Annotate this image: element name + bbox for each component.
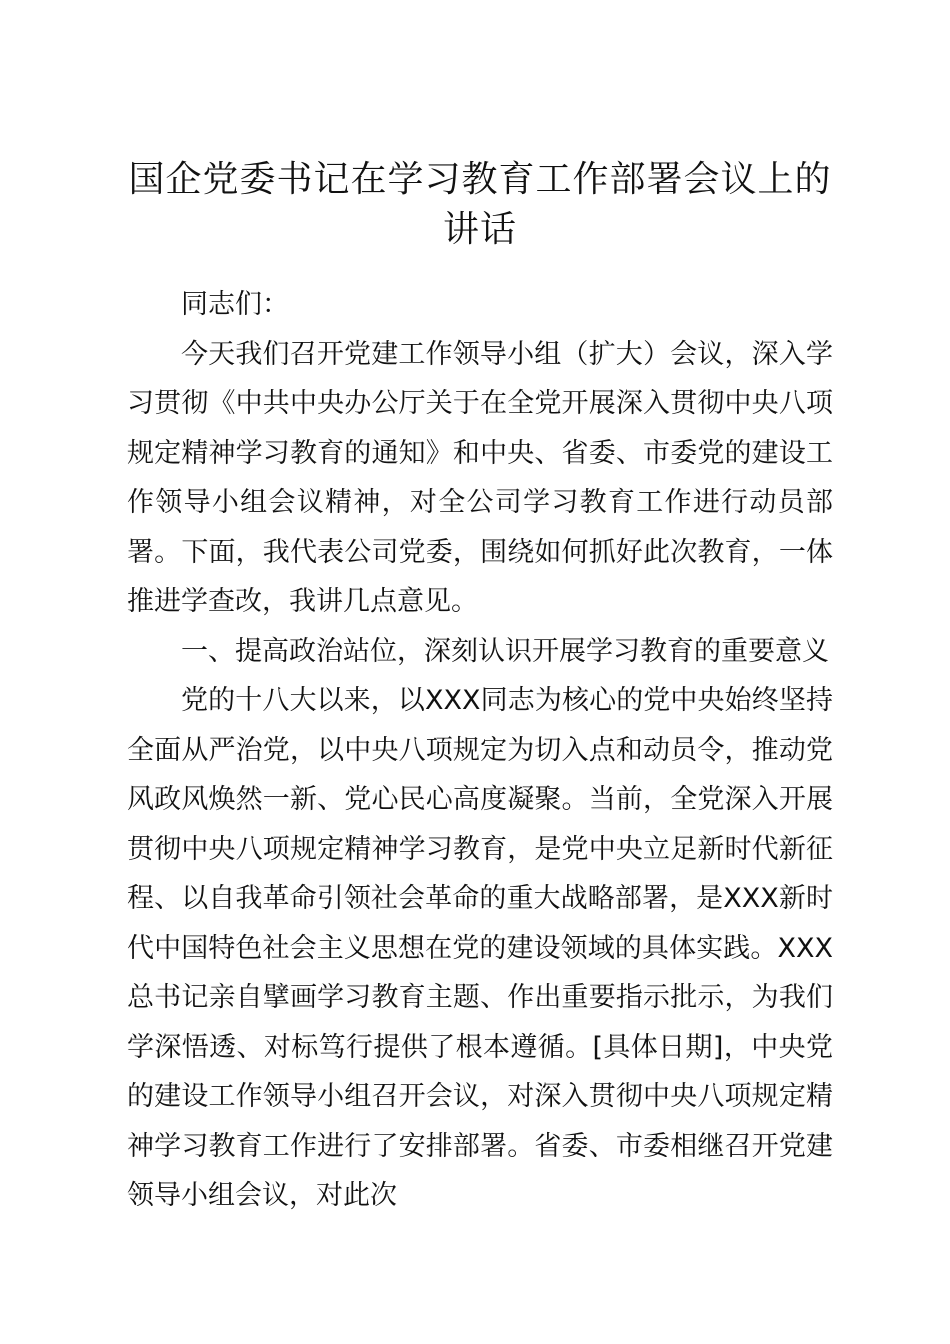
salutation: 同志们： bbox=[181, 289, 289, 320]
intro-paragraph: 今天我们召开党建工作领导小组（扩大）会议，深入学习贯彻《中共中央办公厅关于在全党开展深入贯彻中央八项规定精神学习教育的通知》和中央、省委、市委党的建设工作领导小组会议精神，对全公司学习教育工作进行动员部署。下面，我代表公司党委，围绕如何抓好此次教育，一体推进学查改，我讲几点意见。 bbox=[127, 338, 833, 617]
document-body bbox=[127, 280, 833, 1221]
section-paragraph: 党的十八大以来，以XXX同志为核心的党中央始终坚持全面从严治党，以中央八项规定为切入点和动员令，推动党风政风焕然一新、党心民心高度凝聚。当前，全党深入开展贯彻中央八项规定精神学习教育，是党中央立足新时代新征程、以自我革命引领社会革命的重大战略部署，是XXX新时代中国特色社会主义思想在党的建设领域的具体实践。XXX总书记亲自擘画学习教育主题、作出重要指示批示，为我们学深悟透、对标笃行提供了根本遵循。[具体日期]，中央党的建设工作领导小组召开会议，对深入贯彻中央八项规定精神学习教育工作进行了安排部署。省委、市委相继召开党建领导小组会议，对此次 bbox=[127, 685, 833, 1211]
section-heading: 一、提高政治站位，深刻认识开展学习教育的重要意义 bbox=[181, 635, 829, 667]
document-title: 国企党委书记在学习教育工作部署会议上的讲话 bbox=[128, 159, 832, 250]
